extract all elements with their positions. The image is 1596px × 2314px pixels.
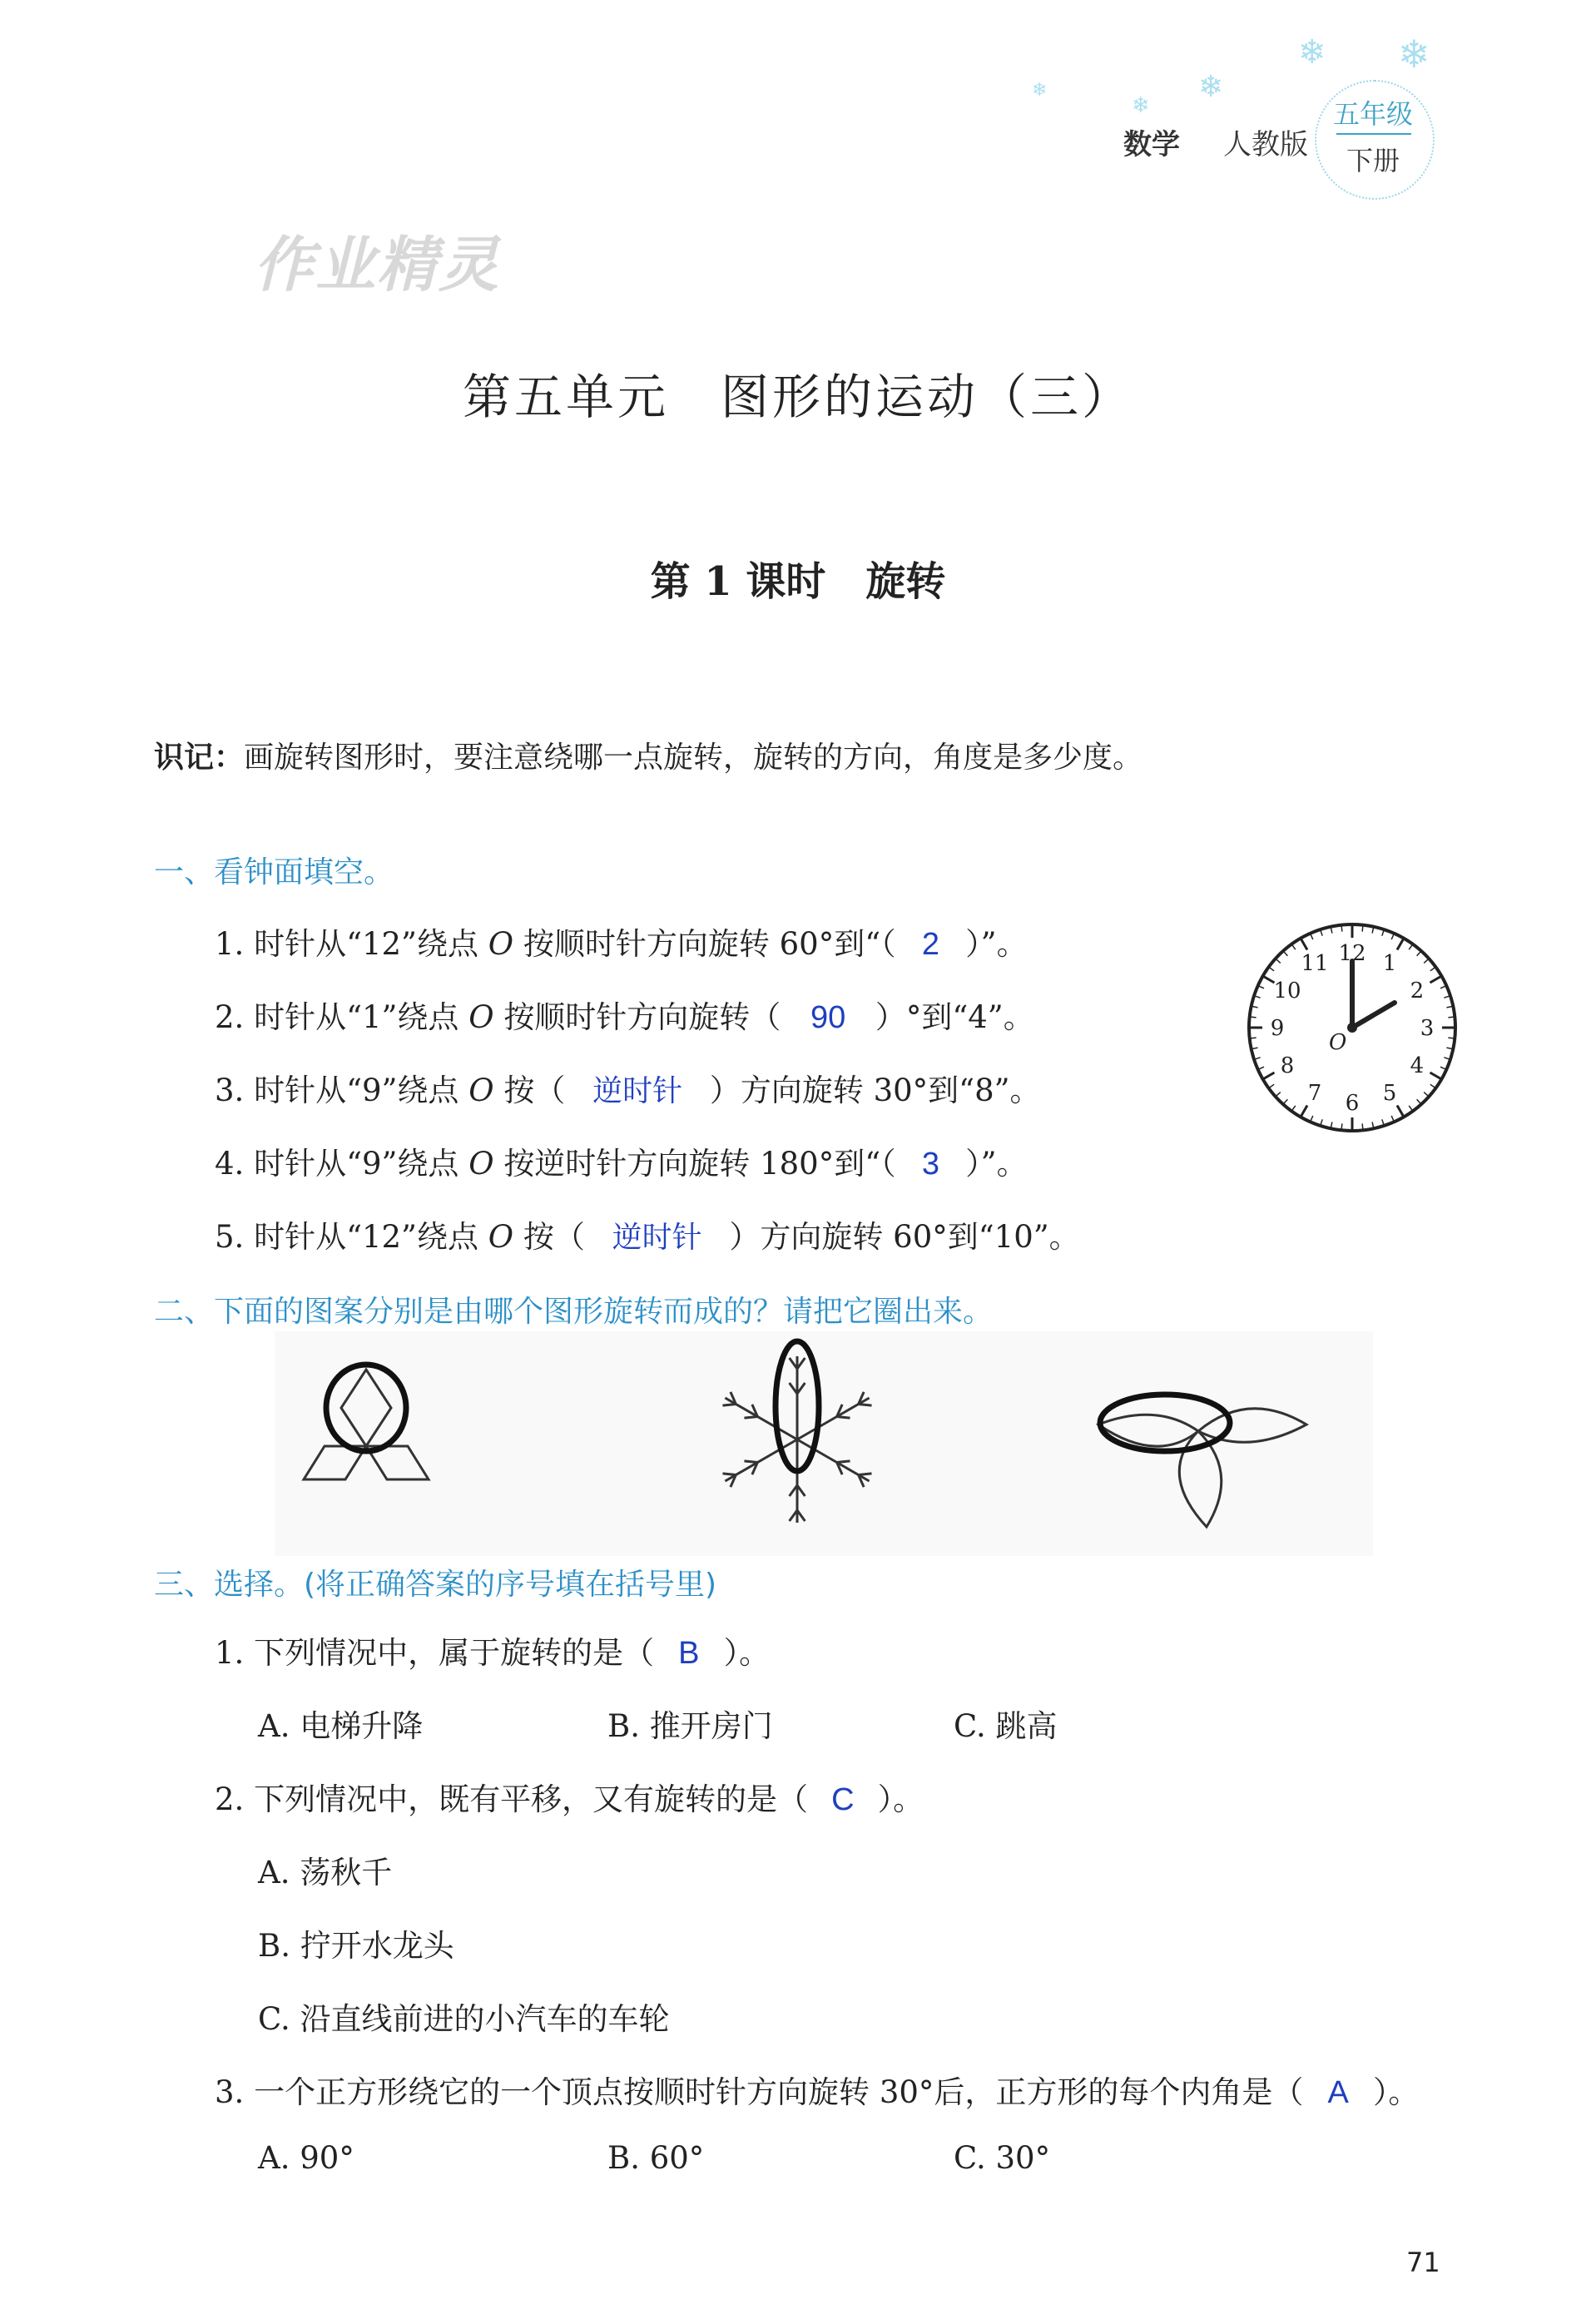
s3-question-1: 1. 下列情况中，属于旋转的是（ B ）。 bbox=[215, 1635, 771, 1671]
s3-q2-option-b: B. 拧开水龙头 bbox=[258, 1928, 454, 1964]
clock-number: 9 bbox=[1270, 1016, 1285, 1041]
s3-q2-option-a: A. 荡秋千 bbox=[258, 1855, 393, 1890]
clock-number: 6 bbox=[1345, 1091, 1360, 1116]
clock-number: 4 bbox=[1410, 1053, 1425, 1078]
snowflake-branch bbox=[859, 1405, 872, 1406]
badge-divider bbox=[1336, 133, 1411, 135]
snowflake-branch bbox=[837, 1461, 850, 1463]
clock-number: 7 bbox=[1307, 1080, 1322, 1106]
s3-question-2: 2. 下列情况中，既有平移，又有旋转的是（ C ）。 bbox=[215, 1781, 924, 1817]
circled-shape bbox=[326, 1365, 406, 1451]
clock-center-label: O bbox=[1329, 1030, 1347, 1055]
clock-tick bbox=[1250, 1017, 1256, 1018]
snowflake-branch bbox=[722, 1474, 736, 1475]
answer: B bbox=[678, 1636, 700, 1671]
s3-q1-option-b: B. 推开房门 bbox=[607, 1708, 773, 1744]
page-number: 71 bbox=[1406, 2247, 1440, 2278]
answer: 3 bbox=[921, 1147, 939, 1182]
figures-panel bbox=[275, 1331, 1373, 1556]
clock-center bbox=[1347, 1023, 1357, 1033]
header-edition: 人教版 bbox=[1223, 128, 1308, 161]
memo-label: 识记： bbox=[154, 741, 245, 775]
unit-title: 第五单元 图形的运动（三） bbox=[462, 369, 1133, 425]
answer: 逆时针 bbox=[592, 1074, 683, 1108]
snowflake-branch bbox=[744, 1461, 757, 1463]
snowflake-branch bbox=[859, 1474, 872, 1475]
snowflake-icon: ❄ bbox=[1198, 70, 1224, 104]
clock-number: 2 bbox=[1410, 979, 1425, 1003]
snowflake-branch bbox=[837, 1417, 850, 1419]
snowflake-icon: ❄ bbox=[1398, 32, 1430, 77]
s3-q3-option-c: C. 30° bbox=[954, 2140, 1051, 2176]
s3-q2-option-c: C. 沿直线前进的小汽车的车轮 bbox=[258, 2001, 670, 2037]
figure-rhombus-pattern bbox=[304, 1365, 429, 1479]
s1-question-5: 5. 时针从“12”绕点 O 按（ 逆时针 ）方向旋转 60°到“10”。 bbox=[215, 1212, 1080, 1256]
clock-tick bbox=[1341, 1123, 1342, 1130]
clock-number: 12 bbox=[1338, 941, 1366, 966]
s3-question-3: 3. 一个正方形绕它的一个顶点按顺时针方向旋转 30°后，正方形的每个内角是（ A ）。 bbox=[215, 2074, 1420, 2110]
s1-question-3: 3. 时针从“9”绕点 O 按（ 逆时针 ）方向旋转 30°到“8”。 bbox=[215, 1065, 1041, 1110]
s3-q1-option-c: C. 跳高 bbox=[954, 1708, 1058, 1744]
snowflake-icon: ❄ bbox=[1298, 33, 1326, 72]
answer: 2 bbox=[921, 927, 939, 962]
s3-q1-option-a: A. 电梯升降 bbox=[258, 1708, 424, 1744]
s1-question-4: 4. 时针从“9”绕点 O 按逆时针方向旋转 180°到“（ 3 ）”。 bbox=[215, 1146, 1028, 1182]
snowflake-icon: ❄ bbox=[1032, 80, 1048, 101]
s3-q3-option-a: A. 90° bbox=[258, 2140, 354, 2176]
s3-q3-option-b: B. 60° bbox=[607, 2140, 705, 2176]
section3-title: 三、选择。(将正确答案的序号填在括号里) bbox=[154, 1568, 717, 1602]
section1-title: 一、看钟面填空。 bbox=[154, 855, 394, 889]
clock-number: 11 bbox=[1301, 951, 1329, 977]
clock-number: 10 bbox=[1273, 979, 1301, 1003]
snowflake-branch bbox=[744, 1417, 757, 1419]
badge-grade: 五年级 bbox=[1332, 98, 1413, 130]
clock-tick bbox=[1448, 1017, 1455, 1018]
answer: C bbox=[831, 1782, 855, 1817]
figure-snowflake bbox=[722, 1341, 871, 1523]
figure-leaf-pattern bbox=[1098, 1395, 1306, 1527]
clock-tick bbox=[1362, 925, 1363, 932]
answer: 逆时针 bbox=[612, 1221, 702, 1255]
clock-number: 3 bbox=[1420, 1016, 1435, 1041]
s1-question-1: 1. 时针从“12”绕点 O 按顺时针方向旋转 60°到“（ 2 ）”。 bbox=[215, 926, 1028, 962]
lesson-title: 第 1 课时 旋转 bbox=[650, 558, 946, 605]
clock-number: 5 bbox=[1382, 1080, 1397, 1106]
answer: A bbox=[1327, 2075, 1349, 2110]
clock-number: 8 bbox=[1280, 1053, 1295, 1078]
memo bbox=[154, 734, 1142, 776]
memo-text: 画旋转图形时，要注意绕哪一点旋转，旋转的方向，角度是多少度。 bbox=[244, 741, 1143, 775]
snowflake-branch bbox=[722, 1405, 736, 1406]
header-subject: 数学 bbox=[1123, 128, 1180, 161]
s1-question-2: 2. 时针从“1”绕点 O 按顺时针方向旋转（ 90 ）°到“4”。 bbox=[215, 999, 1034, 1035]
rotation-figures bbox=[275, 1331, 1373, 1556]
watermark-logo: 作业精灵 bbox=[254, 230, 501, 300]
clock-face bbox=[1244, 919, 1460, 1136]
section2-title: 二、下面的图案分别是由哪个图形旋转而成的？请把它圈出来。 bbox=[154, 1295, 994, 1329]
clock-number: 1 bbox=[1382, 951, 1397, 977]
snowflake-icon: ❄ bbox=[1132, 93, 1150, 118]
badge-volume: 下册 bbox=[1346, 145, 1400, 176]
clock-tick bbox=[1362, 1123, 1363, 1130]
answer: 90 bbox=[810, 1000, 846, 1035]
rhombus-top bbox=[341, 1370, 391, 1446]
clock-tick bbox=[1341, 925, 1342, 932]
leaf-right bbox=[1198, 1409, 1306, 1442]
